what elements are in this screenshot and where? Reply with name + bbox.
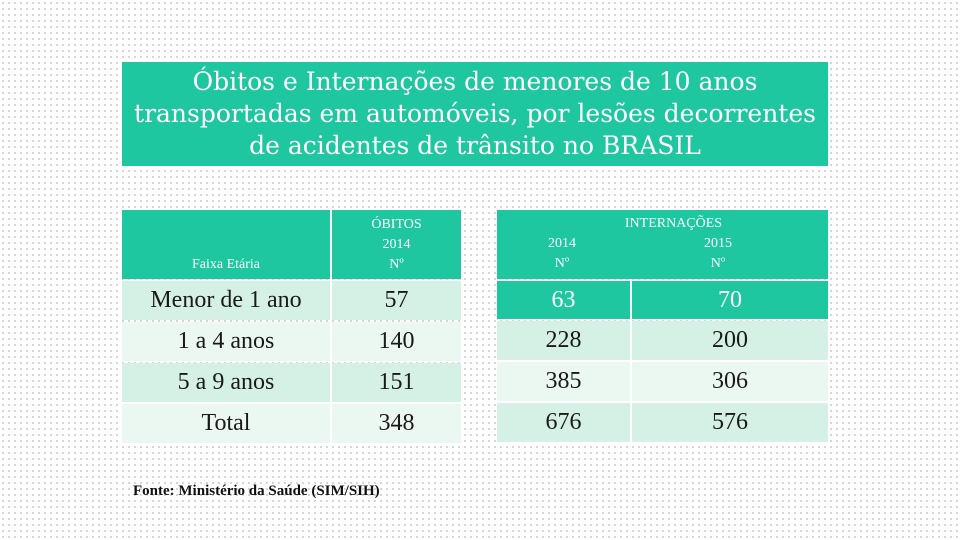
table-row-value (632, 362, 828, 401)
table-row-value (497, 281, 630, 319)
table-row-label (122, 404, 330, 443)
header-obitos-label: ÓBITOS (371, 216, 422, 232)
header-internacoes (497, 210, 828, 279)
row-internacoes-2014: 228 (545, 327, 582, 353)
table-row-value (332, 322, 461, 361)
table-row-value (497, 403, 630, 442)
row-internacoes-2014: 385 (545, 368, 582, 394)
table-row-value (497, 321, 630, 360)
row-faixa: Total (201, 410, 251, 436)
row-internacoes-2015: 70 (718, 286, 742, 313)
row-faixa: Menor de 1 ano (150, 287, 302, 313)
title-banner (122, 62, 828, 166)
header-year-2015 (673, 234, 763, 274)
header-obitos-year: 2014 (382, 236, 411, 252)
table-row-value (332, 363, 461, 402)
row-faixa: 1 a 4 anos (177, 328, 275, 354)
table-row-label (122, 363, 330, 402)
row-internacoes-2015: 576 (712, 409, 748, 435)
row-faixa: 5 a 9 anos (177, 369, 275, 395)
row-internacoes-2015: 306 (712, 368, 748, 394)
table-row-value (332, 404, 461, 443)
header-internacoes-label: INTERNAÇÕES (624, 216, 723, 231)
header-obitos (332, 210, 461, 279)
row-obitos-2014: 151 (378, 369, 415, 395)
header-year-2014 (517, 234, 607, 274)
row-obitos-2014: 57 (384, 287, 409, 313)
header-obitos-unit: Nº (389, 256, 404, 272)
table-row-value (632, 403, 828, 442)
header-year1-label: 2014 (548, 236, 576, 251)
table-row-label (122, 281, 330, 320)
table-row-value (632, 321, 828, 360)
table-row-value (332, 281, 461, 320)
header-unit2-label: Nº (710, 256, 726, 271)
table-row-label (122, 322, 330, 361)
row-obitos-2014: 348 (378, 410, 415, 436)
table-row-value (632, 281, 828, 319)
header-faixa-etaria (122, 210, 330, 279)
page-title: Óbitos e Internações de menores de 10 anos transportadas em automóveis, por lesões decorrentes de acidentes de trânsito no BRASIL (134, 67, 816, 160)
row-obitos-2014: 140 (378, 328, 415, 354)
row-internacoes-2014: 63 (551, 286, 576, 313)
row-internacoes-2015: 200 (712, 327, 748, 353)
table-row-value (497, 362, 630, 401)
row-internacoes-2014: 676 (545, 409, 582, 435)
header-unit1-label: Nº (554, 256, 570, 271)
header-year2-label: 2015 (704, 236, 732, 251)
header-faixa-label: Faixa Etária (191, 257, 261, 272)
source-note: Fonte: Ministério da Saúde (SIM/SIH) (133, 483, 380, 499)
